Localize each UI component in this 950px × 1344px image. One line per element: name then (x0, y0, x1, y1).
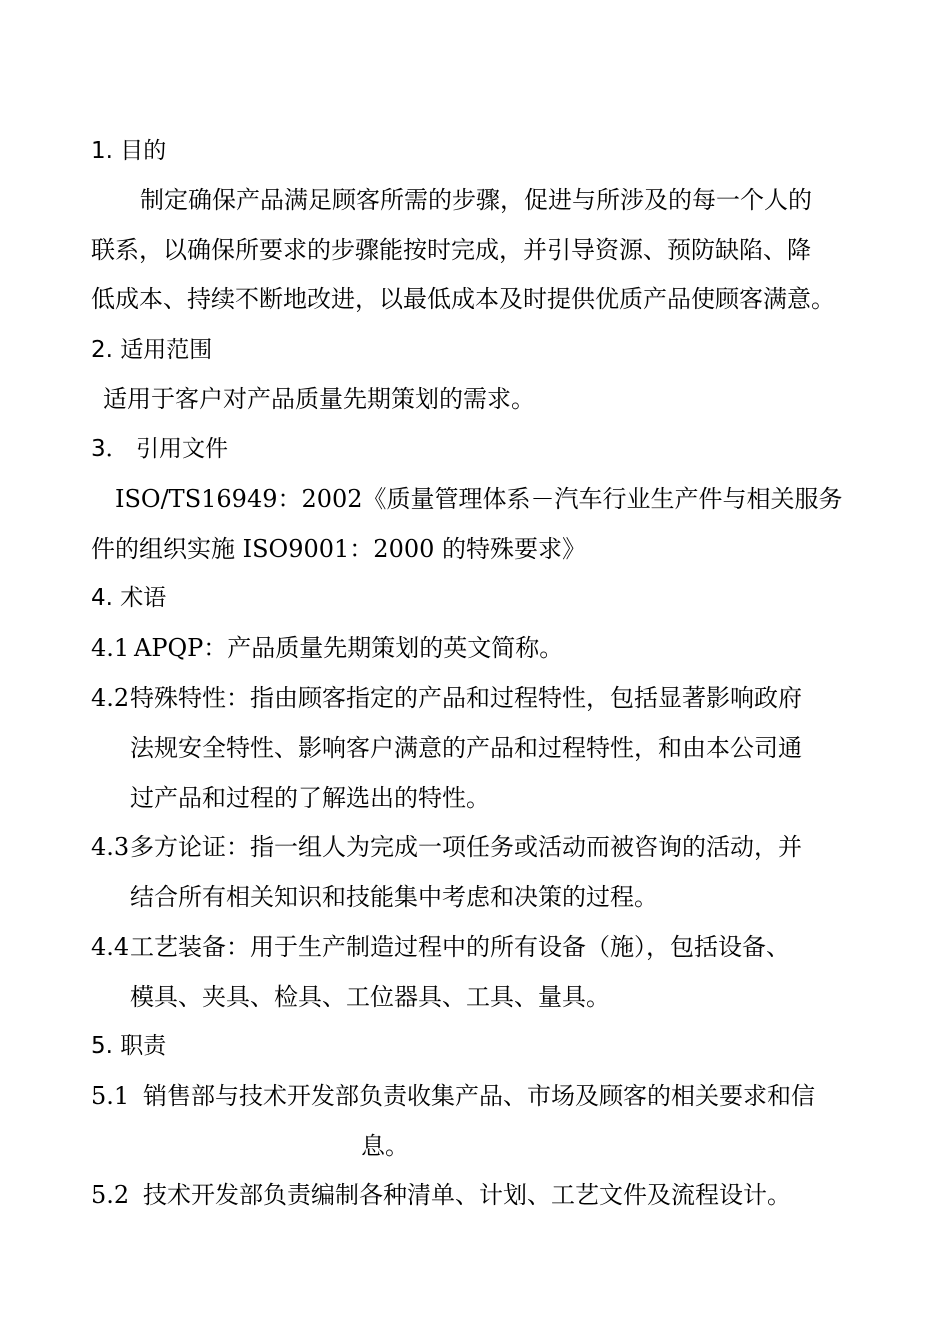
paragraph-line: 适用于客户对产品质量先期策划的需求。 (103, 385, 535, 413)
responsibility-number: 5.1 (91, 1082, 130, 1110)
responsibility-line: 销售部与技术开发部负责收集产品、市场及顾客的相关要求和信 (143, 1082, 815, 1110)
term-line: APQP：产品质量先期策划的英文简称。 (134, 634, 564, 662)
paragraph-line: 件的组织实施 ISO9001：2000 的特殊要求》 (91, 535, 587, 563)
paragraph-line: 联系，以确保所要求的步骤能按时完成，并引导资源、预防缺陷、降 (91, 236, 811, 264)
term-line: 法规安全特性、影响客户满意的产品和过程特性，和由本公司通 (130, 734, 802, 762)
section-heading-responsibilities: 5. 职责 (91, 1033, 167, 1059)
term-line: 特殊特性：指由顾客指定的产品和过程特性，包括显著影响政府 (130, 684, 802, 712)
term-number: 4.1 (91, 634, 130, 662)
section-heading-purpose: 1. 目的 (91, 138, 167, 164)
term-number: 4.4 (91, 933, 130, 961)
paragraph-line: ISO/TS16949：2002《质量管理体系－汽车行业生产件与相关服务 (115, 485, 843, 513)
section-heading-scope: 2. 适用范围 (91, 337, 213, 363)
term-line: 多方论证：指一组人为完成一项任务或活动而被咨询的活动，并 (130, 833, 802, 861)
responsibility-number: 5.2 (91, 1181, 130, 1209)
responsibility-line: 技术开发部负责编制各种清单、计划、工艺文件及流程设计。 (143, 1181, 791, 1209)
responsibility-line: 息。 (361, 1132, 409, 1160)
section-heading-terms: 4. 术语 (91, 585, 167, 611)
term-number: 4.3 (91, 833, 130, 861)
term-number: 4.2 (91, 684, 130, 712)
paragraph-line: 低成本、持续不断地改进，以最低成本及时提供优质产品使顾客满意。 (91, 285, 835, 313)
term-line: 模具、夹具、检具、工位器具、工具、量具。 (130, 983, 610, 1011)
term-line: 结合所有相关知识和技能集中考虑和决策的过程。 (130, 883, 658, 911)
term-line: 过产品和过程的了解选出的特性。 (130, 784, 490, 812)
term-line: 工艺装备：用于生产制造过程中的所有设备（施），包括设备、 (130, 933, 790, 961)
paragraph-line: 制定确保产品满足顾客所需的步骤，促进与所涉及的每一个人的 (140, 186, 812, 214)
section-heading-references: 3． 引用文件 (91, 436, 228, 462)
